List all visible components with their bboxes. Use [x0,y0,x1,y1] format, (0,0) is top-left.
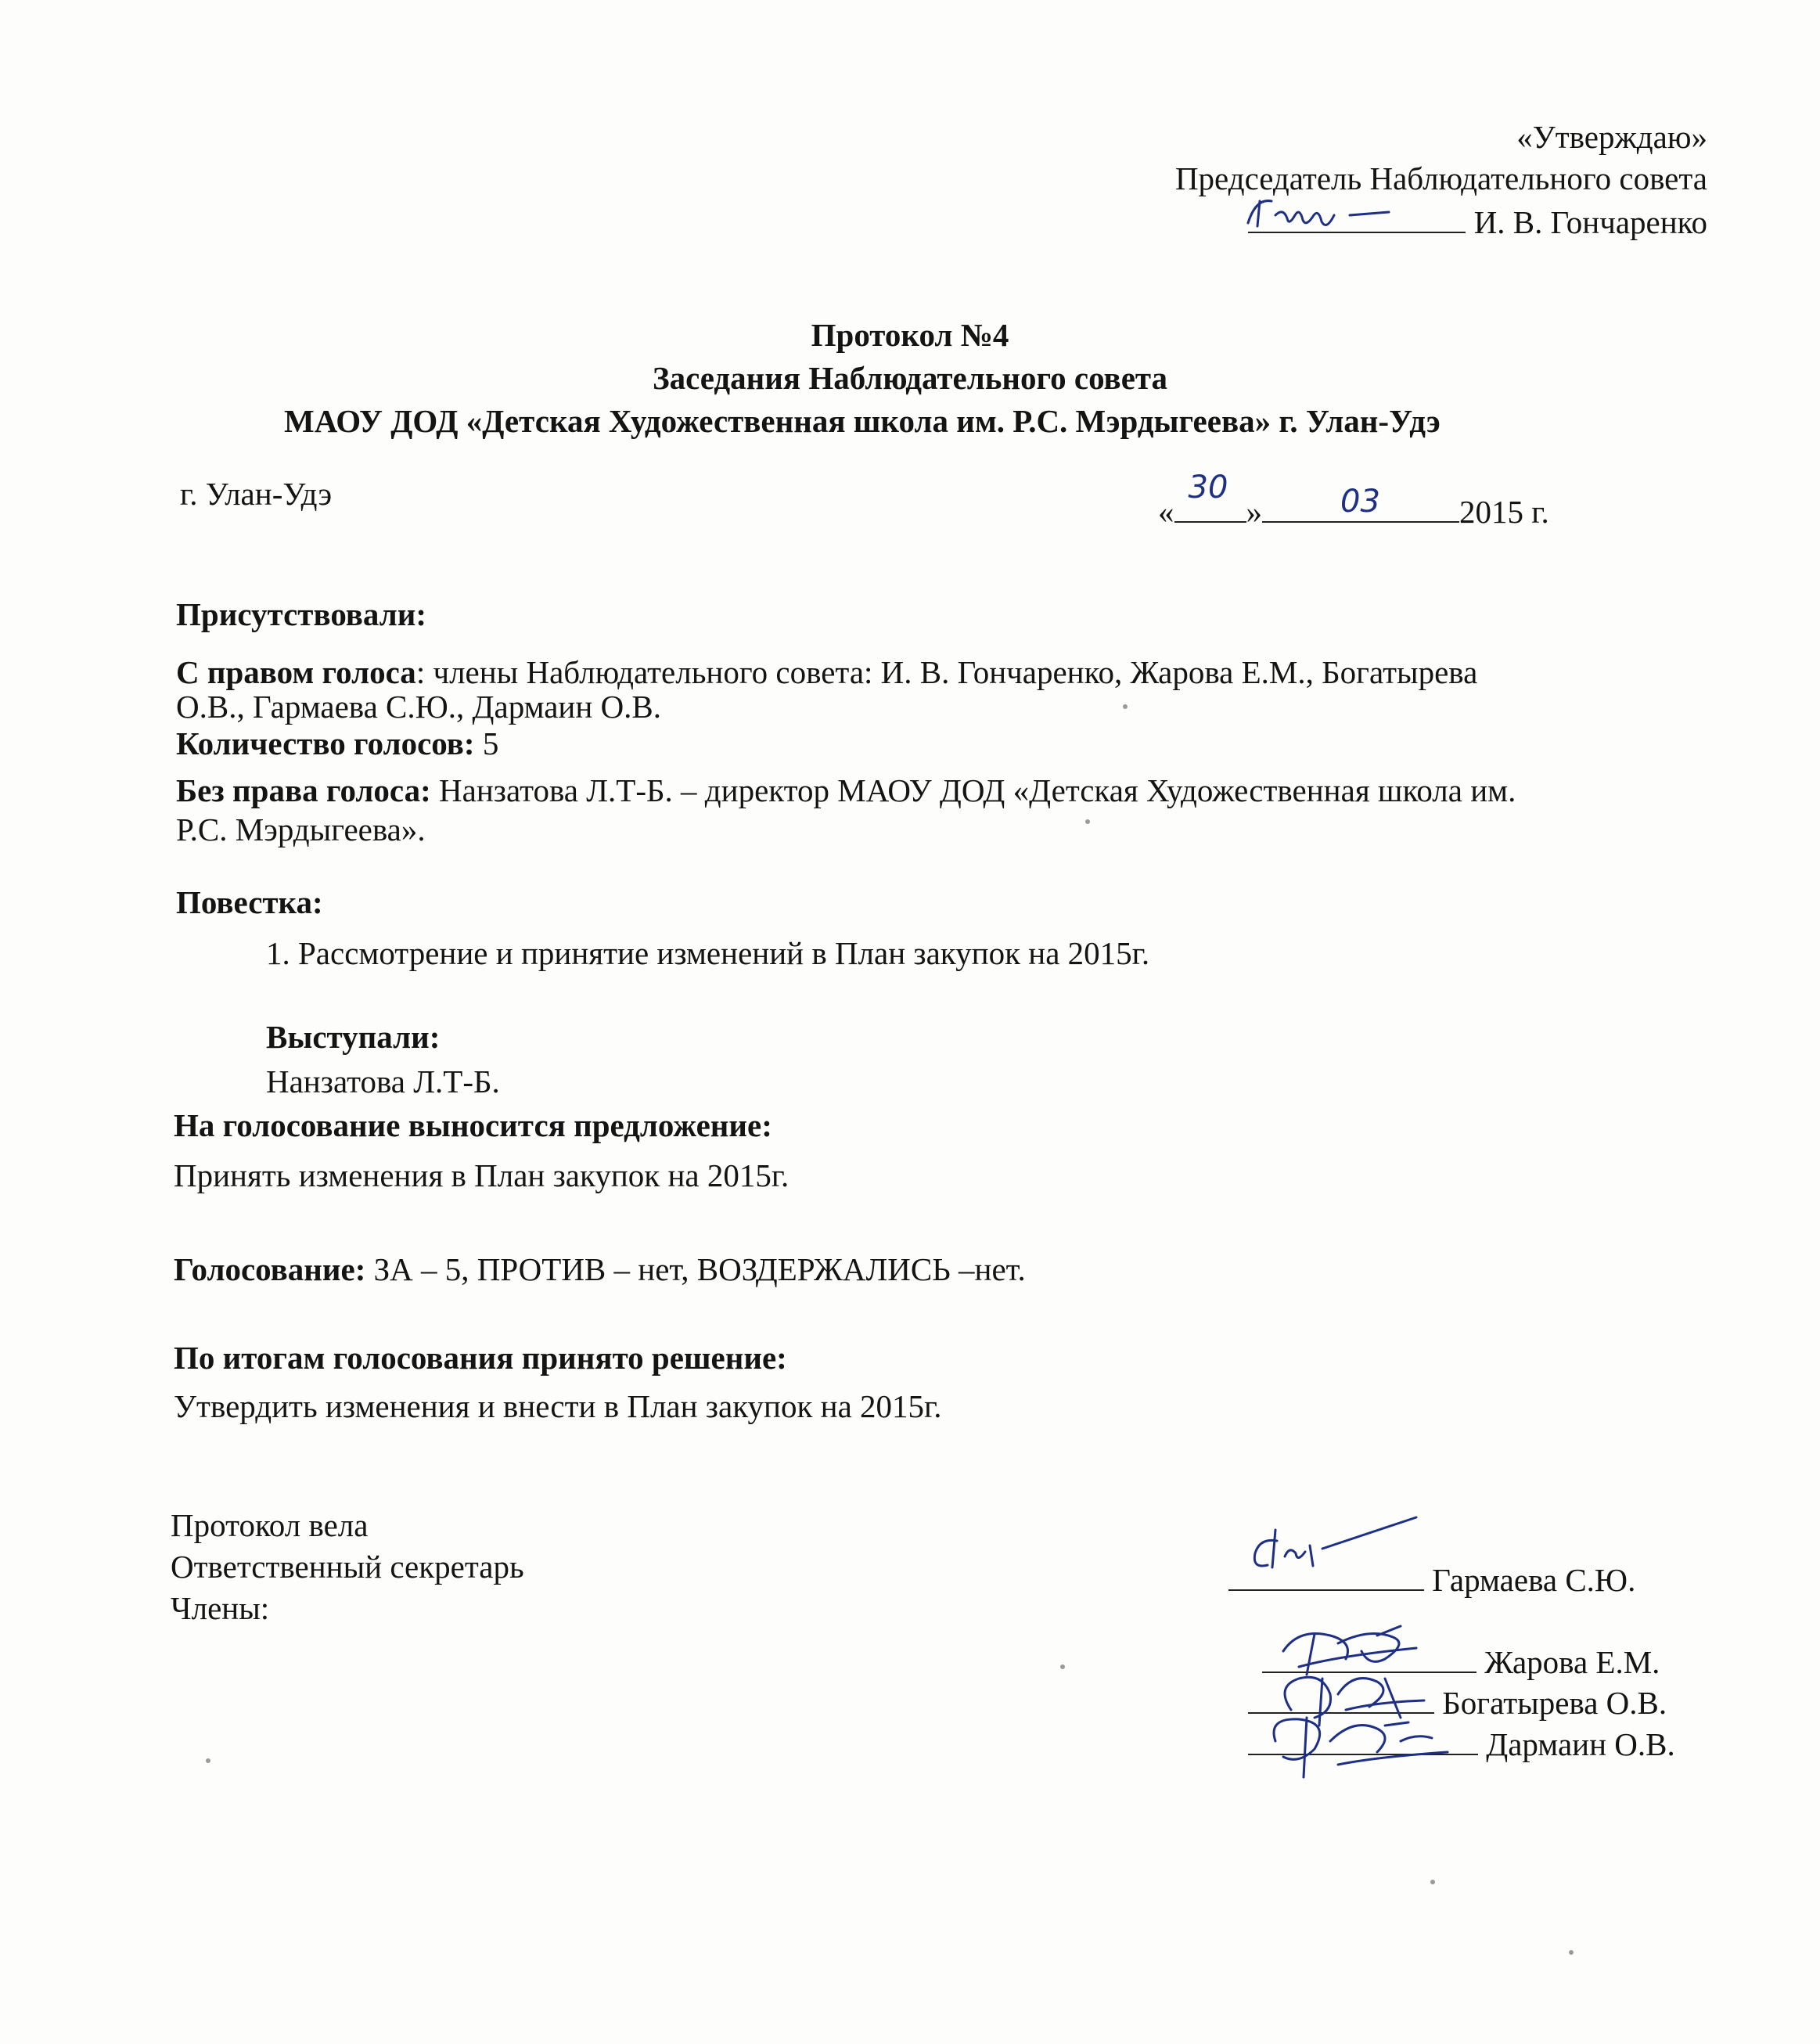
members-label: Члены: [171,1590,270,1626]
secretary-name: Гармаева С.Ю. [1432,1562,1636,1598]
secretary-role: Ответственный секретарь [171,1549,524,1585]
approval-stamp-text: «Утверждаю» [1516,119,1707,155]
date-year: 2015 г. [1459,494,1549,530]
decision-heading: По итогам голосования принято решение: [174,1340,787,1376]
voting-text: : члены Наблюдательного совета: И. В. Гончаренко, Жарова Е.М., Богатырева [415,654,1478,690]
vote-result: ЗА – 5, ПРОТИВ – нет, ВОЗДЕРЖАЛИСЬ –нет. [365,1251,1026,1287]
date-month-handwritten: 03 [1340,484,1380,520]
date-day-handwritten: 30 [1188,470,1228,506]
scan-speck [1060,1664,1065,1669]
votes-count-line [176,724,498,763]
organization-title: МАОУ ДОД «Детская Художественная школа им. Р.С. Мэрдыгеева» г. Улан-Удэ [284,403,1441,439]
date-open-quote: « [1158,494,1174,530]
meeting-title: Заседания Наблюдательного совета [652,360,1168,396]
nonvoting-line-1 [176,771,1516,810]
voting-members-line-1 [176,653,1477,692]
member-name-2: Богатырева О.В. [1442,1685,1667,1721]
scan-speck [206,1758,210,1763]
votes-label: Количество голосов: [176,725,475,761]
nonvoting-line-2: Р.С. Мэрдыгеева». [176,811,426,847]
secretary-signature [1244,1522,1432,1585]
speaker-name: Нанзатова Л.Т-Б. [266,1063,500,1099]
member-name-1: Жарова Е.М. [1484,1644,1660,1680]
scan-speck [1085,819,1090,824]
kept-by-label: Протокол вела [171,1507,369,1543]
scan-speck [1430,1880,1435,1884]
date-close-quote: » [1246,494,1262,530]
proposal-text: Принять изменения в План закупок на 2015г. [174,1157,790,1193]
protocol-number: Протокол №4 [811,317,1009,353]
approval-position: Председатель Наблюдательного совета [1174,160,1707,196]
nonvoting-text: Нанзатова Л.Т-Б. – директор МАОУ ДОД «Детская Художественная школа им. [430,772,1516,808]
vote-line [174,1250,1026,1289]
date-line [1158,470,1549,531]
decision-text: Утвердить изменения и внести в План закупок на 2015г. [174,1388,942,1424]
scan-speck [1123,704,1128,709]
votes-value: 5 [474,725,499,761]
member-signature-3 [1260,1702,1463,1780]
voting-members-line-2: О.В., Гармаева С.Ю., Дармаин О.В. [176,689,662,725]
place: г. Улан-Удэ [180,476,333,512]
agenda-item-1: 1. Рассмотрение и принятие изменений в План закупок на 2015г. [266,935,1150,971]
chairman-signature [1240,192,1420,239]
date-month-field [1262,484,1459,523]
speakers-heading: Выступали: [266,1019,441,1055]
member-name-3: Дармаин О.В. [1486,1726,1675,1762]
voting-label: С правом голоса [176,654,416,690]
vote-label: Голосование: [174,1251,366,1287]
present-heading: Присутствовали: [176,596,427,632]
date-day-field [1174,470,1246,523]
scan-speck [1569,1950,1574,1955]
nonvoting-label: Без права голоса: [176,772,431,808]
approval-name: И. В. Гончаренко [1473,204,1707,240]
proposal-heading: На голосование выносится предложение: [174,1107,772,1143]
agenda-heading: Повестка: [176,884,323,920]
